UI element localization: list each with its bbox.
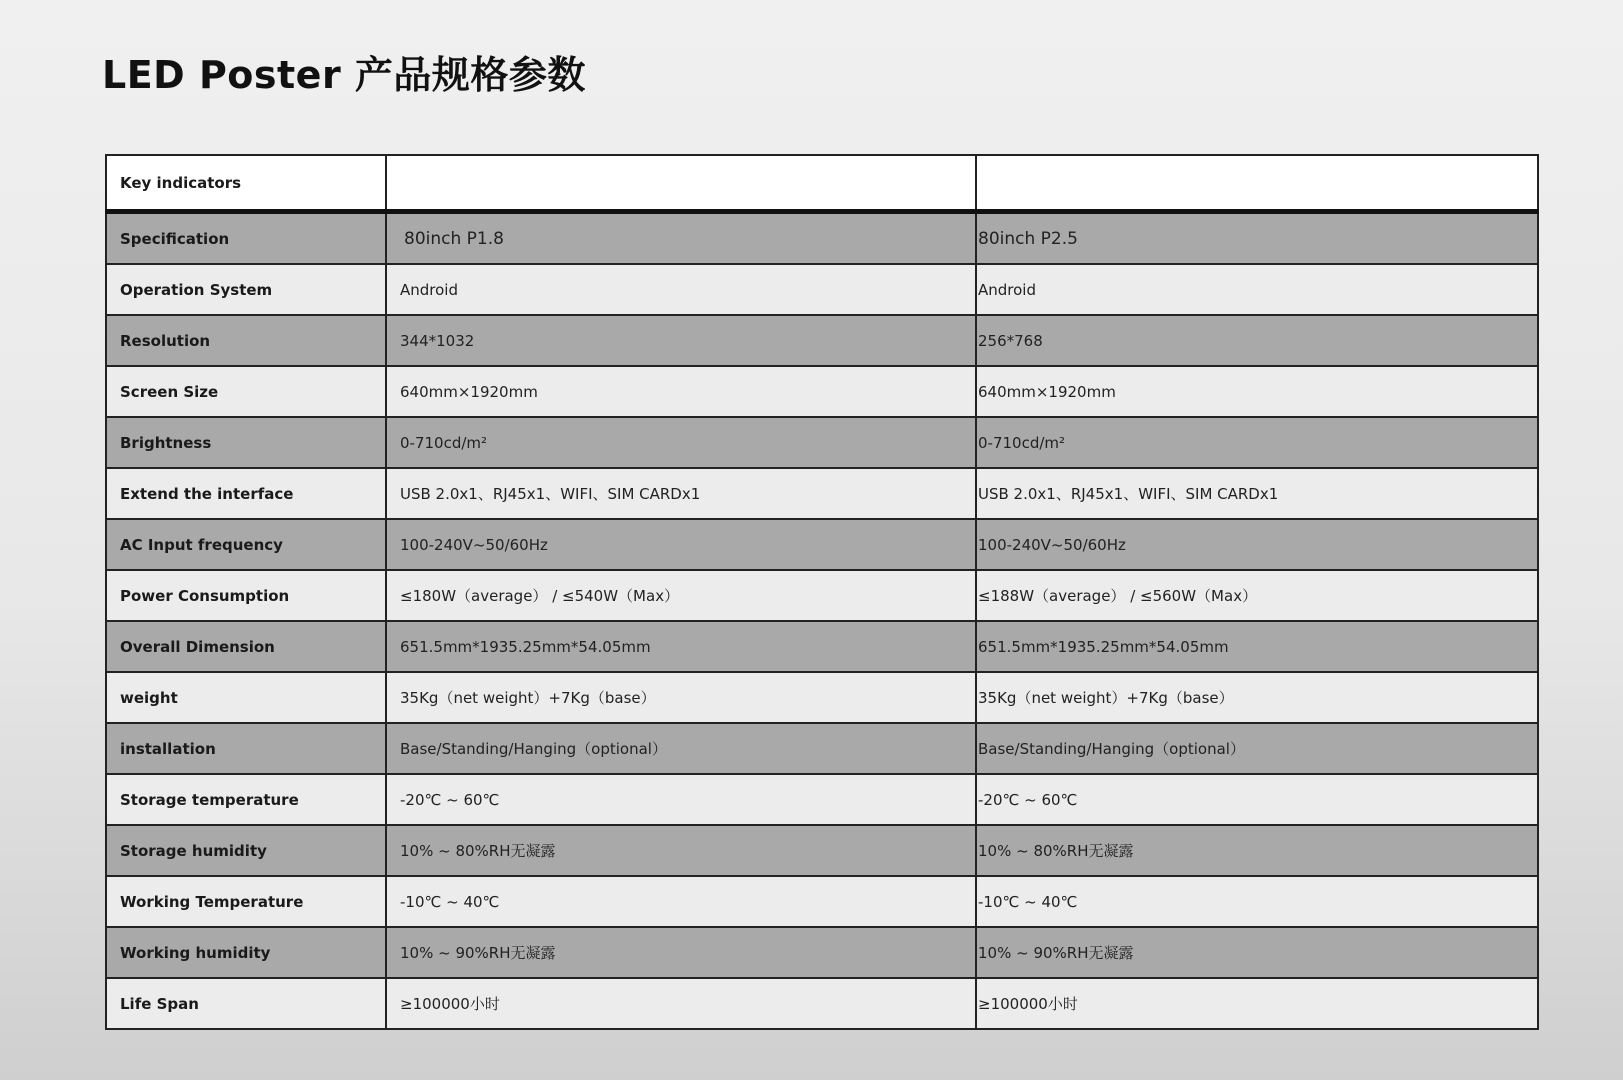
row-value-2: -10℃ ~ 40℃ xyxy=(976,876,1538,927)
table-row-working-temperature xyxy=(106,876,1538,927)
row-value-2: 100-240V~50/60Hz xyxy=(976,519,1538,570)
row-value-2: 10% ~ 80%RH无凝露 xyxy=(976,825,1538,876)
table-row-overall-dimension xyxy=(106,621,1538,672)
row-key: Working humidity xyxy=(106,927,386,978)
row-key: Life Span xyxy=(106,978,386,1029)
row-value-2: ≥100000小时 xyxy=(976,978,1538,1029)
row-key: Power Consumption xyxy=(106,570,386,621)
table-row-life-span xyxy=(106,978,1538,1029)
row-value-2: Base/Standing/Hanging（optional） xyxy=(976,723,1538,774)
header-col1-cell xyxy=(386,155,976,212)
row-value-2: 640mm×1920mm xyxy=(976,366,1538,417)
row-value-1: USB 2.0x1、RJ45x1、WIFI、SIM CARDx1 xyxy=(386,468,976,519)
table-row-ac-input xyxy=(106,519,1538,570)
page-title: LED Poster 产品规格参数 xyxy=(102,53,586,97)
row-key: Storage humidity xyxy=(106,825,386,876)
header-col2-cell xyxy=(976,155,1538,212)
row-key: Specification xyxy=(106,212,386,265)
row-value-1: Base/Standing/Hanging（optional） xyxy=(386,723,976,774)
table-row-operation-system xyxy=(106,264,1538,315)
row-key: Resolution xyxy=(106,315,386,366)
row-value-1: Android xyxy=(386,264,976,315)
row-key: Brightness xyxy=(106,417,386,468)
row-value-2: 35Kg（net weight）+7Kg（base） xyxy=(976,672,1538,723)
table-row-working-humidity xyxy=(106,927,1538,978)
row-value-1: 10% ~ 90%RH无凝露 xyxy=(386,927,976,978)
row-value-2: USB 2.0x1、RJ45x1、WIFI、SIM CARDx1 xyxy=(976,468,1538,519)
row-value-2: 10% ~ 90%RH无凝露 xyxy=(976,927,1538,978)
row-value-1: -10℃ ~ 40℃ xyxy=(386,876,976,927)
table-row-installation xyxy=(106,723,1538,774)
row-value-1: 0-710cd/m² xyxy=(386,417,976,468)
spec-table xyxy=(105,154,1539,1030)
row-key: weight xyxy=(106,672,386,723)
row-key: Overall Dimension xyxy=(106,621,386,672)
row-value-2: 0-710cd/m² xyxy=(976,417,1538,468)
row-value-2: 80inch P2.5 xyxy=(976,212,1538,265)
row-value-1: 35Kg（net weight）+7Kg（base） xyxy=(386,672,976,723)
row-key: Operation System xyxy=(106,264,386,315)
row-key: Working Temperature xyxy=(106,876,386,927)
row-value-2: Android xyxy=(976,264,1538,315)
row-value-1: ≤180W（average） / ≤540W（Max） xyxy=(386,570,976,621)
table-row-weight xyxy=(106,672,1538,723)
header-key-cell: Key indicators xyxy=(106,155,386,212)
row-key: installation xyxy=(106,723,386,774)
row-value-1: 80inch P1.8 xyxy=(386,212,976,265)
row-value-1: 651.5mm*1935.25mm*54.05mm xyxy=(386,621,976,672)
row-value-1: 10% ~ 80%RH无凝露 xyxy=(386,825,976,876)
table-row-power-consumption xyxy=(106,570,1538,621)
row-value-2: 651.5mm*1935.25mm*54.05mm xyxy=(976,621,1538,672)
row-value-1: 344*1032 xyxy=(386,315,976,366)
table-row-brightness xyxy=(106,417,1538,468)
row-key: AC Input frequency xyxy=(106,519,386,570)
row-value-2: ≤188W（average） / ≤560W（Max） xyxy=(976,570,1538,621)
table-row-screen-size xyxy=(106,366,1538,417)
table-row-storage-temperature xyxy=(106,774,1538,825)
table-header-row xyxy=(106,155,1538,212)
table-row-storage-humidity xyxy=(106,825,1538,876)
row-key: Extend the interface xyxy=(106,468,386,519)
table-row-extend-interface xyxy=(106,468,1538,519)
row-value-2: 256*768 xyxy=(976,315,1538,366)
row-value-1: -20℃ ~ 60℃ xyxy=(386,774,976,825)
row-key: Screen Size xyxy=(106,366,386,417)
row-value-1: 100-240V~50/60Hz xyxy=(386,519,976,570)
row-key: Storage temperature xyxy=(106,774,386,825)
table-row-resolution xyxy=(106,315,1538,366)
row-value-2: -20℃ ~ 60℃ xyxy=(976,774,1538,825)
row-value-1: ≥100000小时 xyxy=(386,978,976,1029)
row-value-1: 640mm×1920mm xyxy=(386,366,976,417)
table-row-specification xyxy=(106,212,1538,265)
